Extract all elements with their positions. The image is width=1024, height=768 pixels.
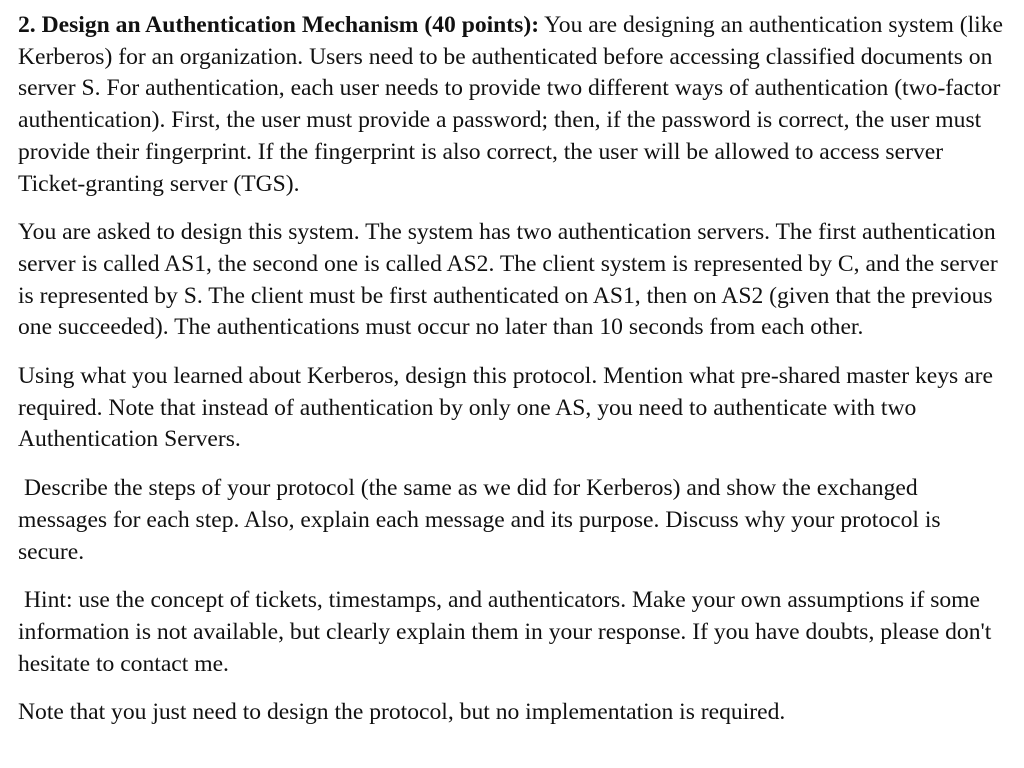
question-heading: 2. Design an Authentication Mechanism (40 points): bbox=[18, 12, 540, 38]
question-intro-paragraph bbox=[18, 10, 1008, 200]
system-description-paragraph: You are asked to design this system. The system has two authentication servers. The first authentication server is called AS1, the second one is called AS2. The client system is represented by C, and the server is represented by S. The client must be first authenticated on AS1, then on AS2 (given that the previous one succeeded). The authentications must occur no later than 10 seconds from each other. bbox=[18, 219, 998, 341]
protocol-steps-paragraph: Describe the steps of your protocol (the same as we did for Kerberos) and show the exchanged messages for each step. Also, explain each message and its purpose. Discuss why your protocol is secure. bbox=[18, 475, 941, 565]
note-paragraph: Note that you just need to design the protocol, but no implementation is required. bbox=[18, 699, 786, 726]
question-intro-text: You are designing an authentication system (like Kerberos) for an organization. Users need to be authenticated before accessing classified documents on server S. For authentication, each user needs to provide two different ways of authentication (two-factor authentication). First, the user must provide a password; then, if the password is correct, the user must provide their fingerprint. If the fingerprint is also correct, the user will be allowed to access server Ticket-granting server (TGS). bbox=[18, 12, 1003, 197]
hint-paragraph: Hint: use the concept of tickets, timestamps, and authenticators. Make your own assumptions if some information is not available, but clearly explain them in your response. If you have doubts, please don't hesitate to contact me. bbox=[18, 587, 992, 677]
assignment-question bbox=[18, 10, 1008, 746]
kerberos-design-paragraph: Using what you learned about Kerberos, design this protocol. Mention what pre-shared master keys are required. Note that instead of authentication by only one AS, you need to authenticate with two Authentication Servers. bbox=[18, 363, 993, 453]
